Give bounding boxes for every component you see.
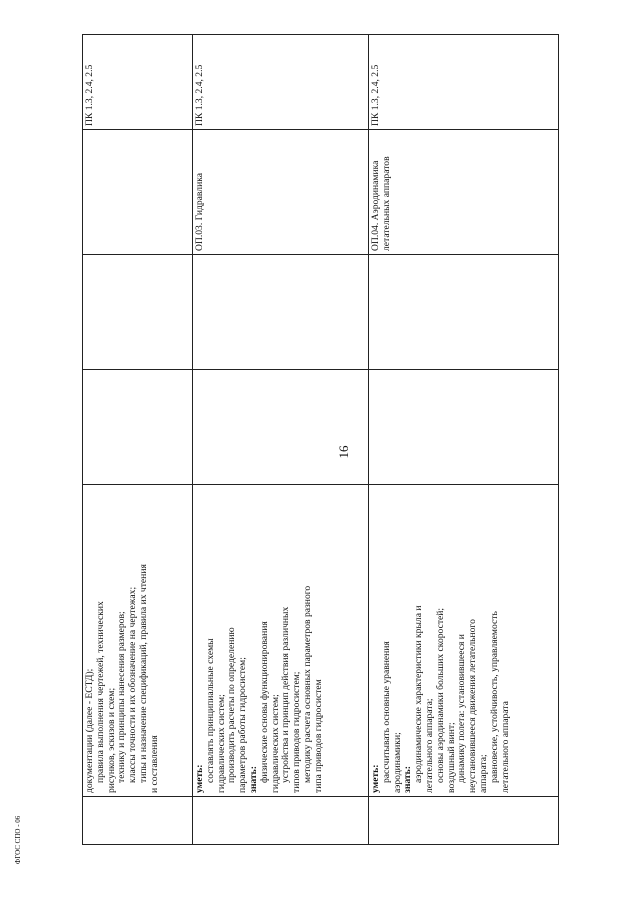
index-cell — [193, 797, 369, 845]
content-line: аппарата; — [477, 754, 489, 793]
table-row — [83, 35, 193, 845]
rotated-table-wrapper — [82, 35, 558, 845]
content-line: классы точности и их обозначение на чертежах; — [127, 586, 139, 783]
section-heading: знать: — [402, 766, 414, 793]
content-line: параметров работы гидросистем; — [237, 657, 249, 793]
hours-cell — [369, 370, 559, 485]
content-line: методику расчета основных параметров разного — [301, 585, 313, 783]
content-line: устройства и принцип действия различных — [280, 606, 292, 783]
competencies-cell: ПК 1.3, 2.4, 2.5 — [193, 35, 369, 130]
content-line: типа приводов гидросистем — [312, 679, 324, 793]
content-cell — [83, 485, 193, 797]
content-line: динамику полета: установившееся и — [456, 634, 468, 783]
hours-cell — [83, 370, 193, 485]
section-heading: уметь: — [370, 764, 381, 793]
content-line: аэродинамические характеристики крыла и — [413, 605, 425, 783]
content-line: рисунков, эскизов и схем; — [105, 687, 117, 793]
section-heading: уметь: — [194, 764, 205, 793]
hours-cell — [193, 370, 369, 485]
content-line: равновесие, устойчивость, управляемость — [488, 611, 500, 783]
page-number: 16 — [336, 445, 351, 459]
content-line: аэродинамики; — [391, 732, 403, 793]
discipline-cell: ОП.03. Гидравлика — [193, 130, 369, 255]
content-line: документации (далее - ЕСТД); — [84, 668, 95, 793]
content-line: производить расчеты по определению — [226, 627, 238, 783]
index-cell — [369, 797, 559, 845]
hours-cell — [369, 255, 559, 370]
content-line: и составления — [148, 735, 160, 793]
content-line: гидравлических систем; — [269, 694, 281, 793]
index-cell — [83, 797, 193, 845]
competencies-cell: ПК 1.3, 2.4, 2.5 — [83, 35, 193, 130]
content-line: типов приводов гидросистем; — [291, 671, 303, 793]
content-cell — [193, 485, 369, 797]
curriculum-table — [82, 34, 559, 845]
content-line: технику и принципы нанесения размеров; — [116, 611, 128, 783]
content-line: типы и назначение спецификаций, правила их чтения — [137, 564, 149, 783]
discipline-cell — [83, 130, 193, 255]
content-line: гидравлических систем; — [215, 694, 227, 793]
content-line: основы аэродинамики больших скоростей; — [434, 607, 446, 783]
content-line: составлять принципиальные схемы — [204, 638, 216, 783]
content-line: неустановившееся движения летательного — [467, 619, 479, 793]
content-line: рассчитывать основные уравнения — [380, 641, 392, 783]
content-line: воздушный винт; — [445, 722, 457, 793]
section-heading: знать: — [247, 766, 259, 793]
hours-cell — [83, 255, 193, 370]
content-line: летательного аппарата — [499, 701, 511, 793]
content-line: летательного аппарата; — [423, 698, 435, 793]
table-row — [369, 35, 559, 845]
discipline-cell: ОП.04. Аэродинамика летательных аппаратов — [369, 130, 559, 255]
table-row — [193, 35, 369, 845]
hours-cell — [193, 255, 369, 370]
content-cell — [369, 485, 559, 797]
competencies-cell: ПК 1.3, 2.4, 2.5 — [369, 35, 559, 130]
content-line: правила выполнения чертежей, технических — [94, 601, 106, 783]
footer-code: ФГОС СПО - 06 — [14, 815, 22, 865]
content-line: физические основы функционирования — [258, 621, 270, 783]
